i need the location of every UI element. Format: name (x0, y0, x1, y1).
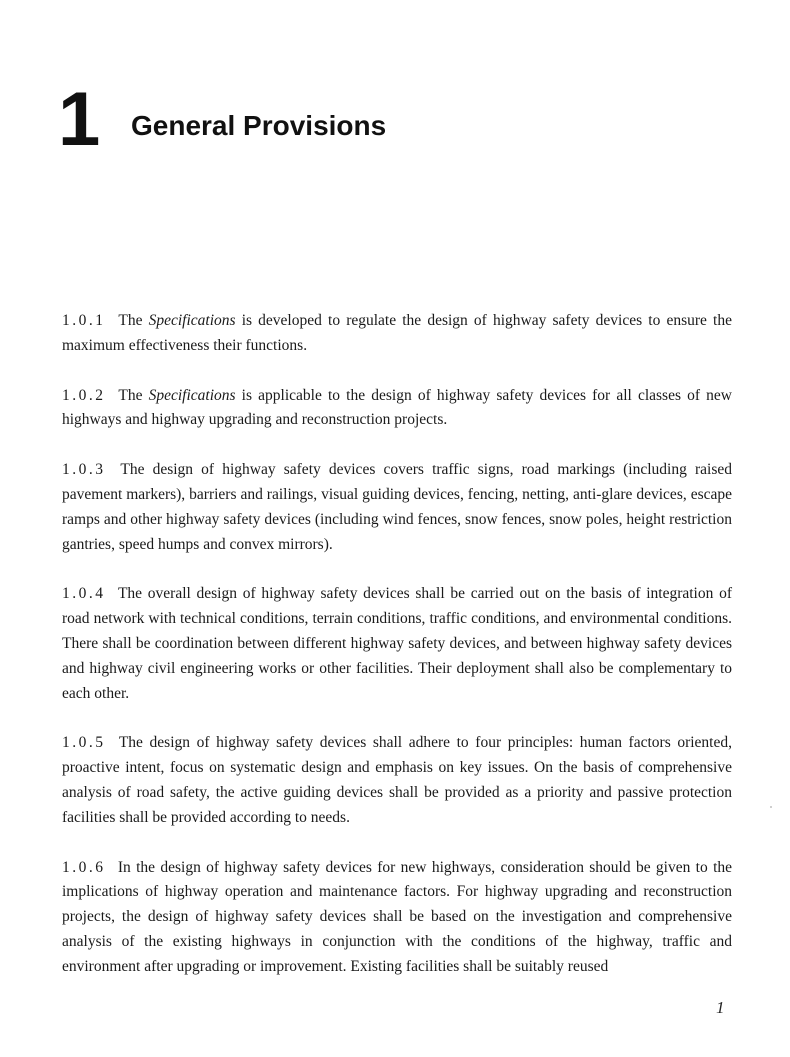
clause-number: 1.0.3 (62, 461, 106, 479)
clause-text: The design of highway safety devices covers traffic signs, road markings (including raised pavement markers), barriers and railings, visual guiding devices, fencing, netting, anti-glare devices, escape ramps and other highway safety devices (including wind fences, snow fences, snow poles, height restriction gantries, speed humps and convex mirrors). (62, 461, 732, 553)
clause-number: 1.0.2 (62, 386, 106, 404)
clause-text: The design of highway safety devices shall adhere to four principles: human factors oriented, proactive intent, focus on systematic design and emphasis on key issues. On the basis of comprehensive analysis of road safety, the active guiding devices shall be provided as a priority and passive protection facilities shall be provided according to needs. (62, 734, 732, 826)
clause-text-lead: The (118, 386, 149, 404)
clause-number: 1.0.1 (62, 312, 106, 329)
clause-number: 1.0.5 (62, 734, 106, 752)
clause-text-emphasis: Specifications (148, 312, 236, 329)
clause-1-0-5 (62, 731, 732, 830)
chapter-title: General Provisions (131, 110, 387, 141)
clause-text-rest: is applicable to the design of highway safety devices for all classes of new highways and highway upgrading and reconstruction projects. (62, 386, 732, 429)
clause-text: In the design of highway safety devices for new highways, consideration should be given to the implications of highway operation and maintenance factors. For highway upgrading and reconstruction projects, the design of highway safety devices shall be based on the investigation and comprehensive analysis of the existing highways in conjunction with the conditions of the highway, traffic and environment after upgrading or improvement. Existing facilities shall be suitably reused (62, 858, 732, 975)
clause-text-rest: is developed to regulate the design of highway safety devices to ensure the maximum effectiveness their functions. (62, 312, 732, 354)
page-number: 1 (716, 998, 725, 1017)
clause-1-0-2 (62, 384, 732, 434)
chapter-number: 1 (58, 77, 99, 162)
clause-1-0-4 (62, 582, 732, 706)
clause-text: The overall design of highway safety devices shall be carried out on the basis of integration of road network with technical conditions, terrain conditions, traffic conditions, and environmental conditions. There shall be coordination between different highway safety devices, and between highway safety devices and highway civil engineering works or other facilities. Their deployment shall also be complementary to each other. (62, 585, 732, 702)
clause-number: 1.0.6 (62, 858, 106, 876)
clause-number: 1.0.4 (62, 585, 106, 603)
clause-1-0-3 (62, 458, 732, 557)
scan-speck (770, 806, 772, 808)
chapter-body (62, 309, 732, 1005)
clause-1-0-6 (62, 856, 732, 980)
clause-text-lead: The (118, 312, 149, 329)
clause-text-emphasis: Specifications (148, 386, 236, 404)
clause-1-0-1 (62, 309, 732, 359)
